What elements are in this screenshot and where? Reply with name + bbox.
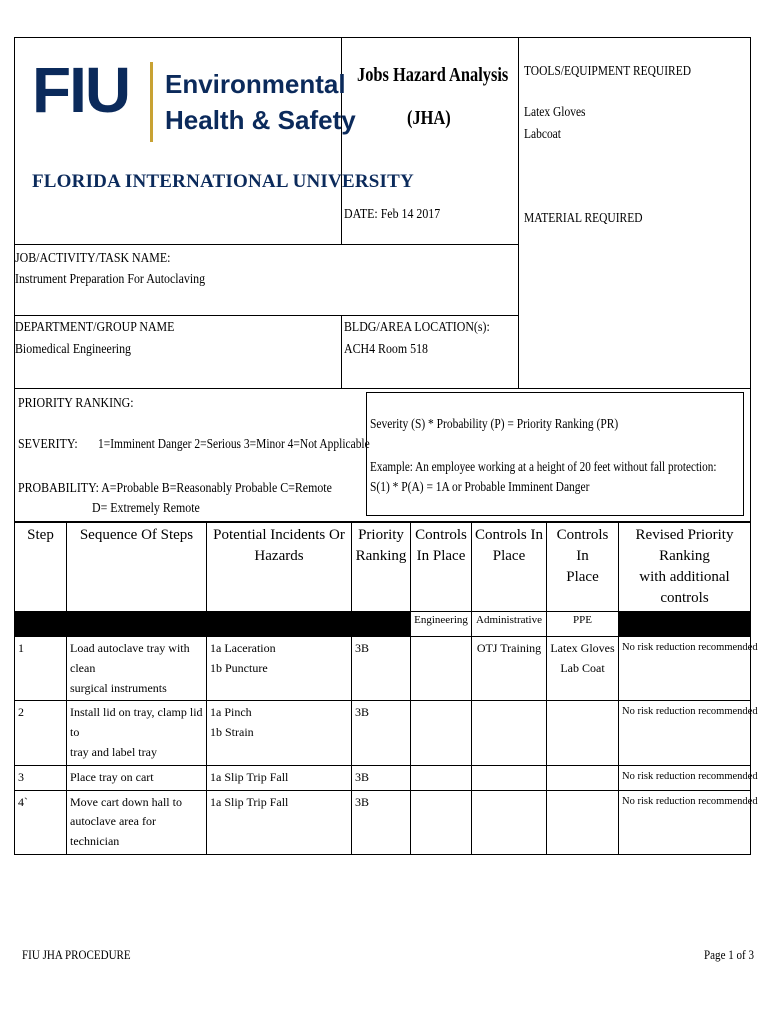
- table-subheader-row: [15, 612, 751, 637]
- tools-label: TOOLS/EQUIPMENT REQUIRED: [524, 64, 691, 79]
- row-revised: No risk reduction recommended: [619, 765, 751, 790]
- row-hazards: 1a Slip Trip Fall: [207, 790, 352, 854]
- row-ppe: [547, 701, 619, 765]
- severity-value: 1=Imminent Danger 2=Serious 3=Minor 4=Not Applicable: [98, 437, 370, 452]
- row-ppe: [547, 765, 619, 790]
- severity-label: SEVERITY:: [18, 437, 78, 452]
- col-priority: Priority Ranking: [352, 523, 411, 612]
- row-adm: [472, 701, 547, 765]
- row-hazards: 1a Slip Trip Fall: [207, 765, 352, 790]
- row-rank: 3B: [352, 790, 411, 854]
- row-adm: [472, 790, 547, 854]
- row-revised: No risk reduction recommended: [619, 637, 751, 701]
- row-adm: [472, 765, 547, 790]
- priority-example-line2: S(1) * P(A) = 1A or Probable Imminent Danger: [370, 480, 590, 495]
- col-controls-eng: Controls In Place: [411, 523, 472, 612]
- row-eng: [411, 701, 472, 765]
- row-rank: 3B: [352, 637, 411, 701]
- row-hazards: 1a Laceration 1b Puncture: [207, 637, 352, 701]
- row-eng: [411, 637, 472, 701]
- row-sequence: Place tray on cart: [67, 765, 207, 790]
- location-label: BLDG/AREA LOCATION(s):: [344, 320, 490, 335]
- row-eng: [411, 765, 472, 790]
- table-row: [15, 637, 751, 701]
- row-ppe: [547, 790, 619, 854]
- logo-divider: [150, 62, 153, 142]
- row-revised: No risk reduction recommended: [619, 790, 751, 854]
- table-header-row: [15, 523, 751, 612]
- priority-inner-box: [366, 392, 744, 516]
- page-title: Jobs Hazard Analysis: [357, 64, 509, 86]
- col-controls-adm: Controls In Place: [472, 523, 547, 612]
- location-value: ACH4 Room 518: [344, 342, 428, 357]
- row-step: 4`: [15, 790, 67, 854]
- page-title-sub: (JHA): [407, 107, 451, 129]
- department-label: DEPARTMENT/GROUP NAME: [15, 320, 175, 335]
- date-label: DATE: Feb 14 2017: [344, 207, 441, 222]
- subheader-engineering: Engineering: [411, 612, 472, 637]
- job-value: Instrument Preparation For Autoclaving: [15, 272, 206, 287]
- logo-university: FLORIDA INTERNATIONAL UNIVERSITY: [32, 171, 414, 192]
- subheader-ppe: PPE: [547, 612, 619, 637]
- divider: [341, 315, 342, 389]
- table-row: [15, 701, 751, 765]
- tool-item: Labcoat: [524, 127, 561, 142]
- row-revised: No risk reduction recommended: [619, 701, 751, 765]
- row-rank: 3B: [352, 765, 411, 790]
- divider: [14, 244, 519, 245]
- probability-line2: D= Extremely Remote: [92, 501, 200, 516]
- divider: [518, 37, 519, 389]
- col-sequence: Sequence Of Steps: [67, 523, 207, 612]
- priority-label: PRIORITY RANKING:: [18, 396, 134, 411]
- job-label: JOB/ACTIVITY/TASK NAME:: [15, 251, 171, 266]
- logo-brand: FIU: [32, 54, 130, 126]
- subheader-blank: [15, 612, 411, 637]
- subheader-blank: [619, 612, 751, 637]
- col-step: Step: [15, 523, 67, 612]
- logo-dept-line1: Environmental: [165, 69, 346, 99]
- logo-dept-line2: Health & Safety: [165, 105, 356, 135]
- probability-line1: PROBABILITY: A=Probable B=Reasonably Probable C=Remote: [18, 481, 332, 496]
- subheader-administrative: Administrative: [472, 612, 547, 637]
- priority-example-line1: Example: An employee working at a height of 20 feet without fall protection:: [370, 460, 717, 475]
- priority-formula: Severity (S) * Probability (P) = Priority Ranking (PR): [370, 417, 619, 432]
- row-sequence: Load autoclave tray with clean surgical instruments: [67, 637, 207, 701]
- col-incidents: Potential Incidents Or Hazards: [207, 523, 352, 612]
- material-label: MATERIAL REQUIRED: [524, 211, 643, 226]
- table-row: [15, 765, 751, 790]
- footer-page-number: Page 1 of 3: [704, 947, 755, 962]
- row-step: 1: [15, 637, 67, 701]
- row-step: 2: [15, 701, 67, 765]
- row-ppe: Latex Gloves Lab Coat: [547, 637, 619, 701]
- tool-item: Latex Gloves: [524, 105, 586, 120]
- divider: [14, 315, 519, 316]
- col-revised: Revised Priority Ranking with additional controls: [619, 523, 751, 612]
- department-value: Biomedical Engineering: [15, 342, 131, 357]
- footer-left: FIU JHA PROCEDURE: [22, 947, 131, 962]
- row-hazards: 1a Pinch 1b Strain: [207, 701, 352, 765]
- row-sequence: Move cart down hall to autoclave area for technician: [67, 790, 207, 854]
- row-rank: 3B: [352, 701, 411, 765]
- col-controls-ppe: Controls In Place: [547, 523, 619, 612]
- hazard-table: [14, 522, 758, 855]
- row-adm: OTJ Training: [472, 637, 547, 701]
- row-sequence: Install lid on tray, clamp lid to tray and label tray: [67, 701, 207, 765]
- table-row: [15, 790, 751, 854]
- row-eng: [411, 790, 472, 854]
- row-step: 3: [15, 765, 67, 790]
